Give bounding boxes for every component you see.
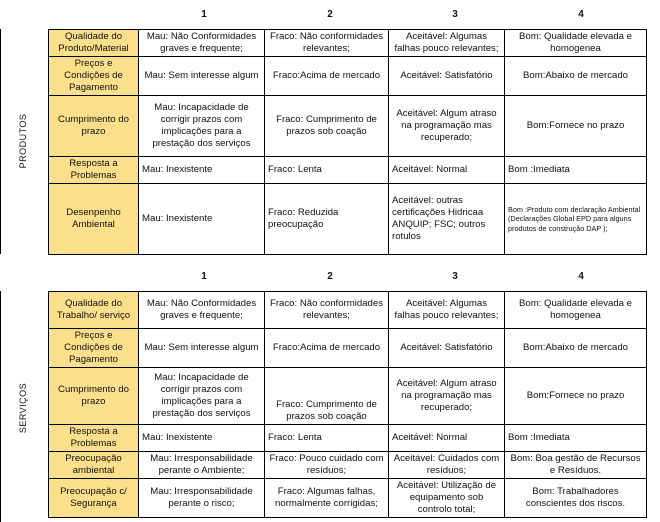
criterion-label: Qualidade do Trabalho/ serviço [49, 292, 139, 329]
criterion-label: Qualidade do Produto/Material [49, 30, 139, 57]
rating-cell-bom: Bom :Imediata [505, 425, 647, 452]
rating-cell-aceitavel: Aceitável: Satisfatório [389, 329, 505, 368]
criterion-label: Desenpenho Ambiental [49, 184, 139, 255]
rating-cell-fraco: Fraco: Não conformidades relevantes; [265, 292, 389, 329]
rating-cell-mau: Mau: Inexistente [139, 184, 265, 255]
rating-cell-aceitavel: Aceitável: Satisfatório [389, 57, 505, 96]
rating-cell-mau: Mau: Irresponsabilidade perante o Ambiente; [139, 452, 265, 479]
rating-cell-fraco: Fraco: Cumprimento de prazos sob coação [265, 96, 389, 157]
rating-cell-bom: Bom: Qualidade elevada e homogenea [505, 30, 647, 57]
table-row [49, 329, 647, 368]
criterion-label: Cumprimento do prazo [49, 368, 139, 425]
rating-cell-fraco: Fraco: Não conformidades relevantes; [265, 30, 389, 57]
rating-cell-aceitavel: Aceitável: Normal [389, 157, 505, 184]
rating-cell-mau: Mau: Não Conformidades graves e frequente; [139, 30, 265, 57]
rating-cell-bom: Bom: Qualidade elevada e homogenea [505, 292, 647, 329]
table-row [49, 368, 647, 425]
rating-cell-aceitavel: Aceitável: Normal [389, 425, 505, 452]
criterion-label: Cumprimento do prazo [49, 96, 139, 157]
rating-cell-mau: Mau: Irresponsabilidade perante o risco; [139, 479, 265, 518]
rating-cell-fraco: Fraco: Pouco cuidado com resíduos; [265, 452, 389, 479]
rating-cell-aceitavel: Aceitável: Cuidados com resíduos; [389, 452, 505, 479]
criterion-label: Preços e Condições de Pagamento [49, 57, 139, 96]
rating-cell-mau: Mau: Incapacidade de corrigir prazos com implicações para a prestação dos serviços [139, 96, 265, 157]
criterion-label: Preços e Condições de Pagamento [49, 329, 139, 368]
rating-cell-mau: Mau: Incapacidade de corrigir prazos com implicações para a prestação dos serviços [139, 368, 265, 425]
column-number-1: 1 [201, 9, 207, 20]
rating-cell-bom: Bom:Fornece no prazo [505, 96, 647, 157]
rating-cell-bom: Bom: Boa gestão de Recursos e Resíduos. [505, 452, 647, 479]
rating-cell-aceitavel: Aceitável: Utilização de equipamento sob controlo total; [389, 479, 505, 518]
table-row [49, 452, 647, 479]
rating-cell-bom: Bom:Abaixo de mercado [505, 329, 647, 368]
rating-cell-aceitavel: Aceitável: Algumas falhas pouco relevantes; [389, 30, 505, 57]
rating-cell-fraco: Fraco: Cumprimento de prazos sob coação [265, 368, 389, 425]
servicos-table [48, 291, 647, 518]
rating-cell-mau: Mau: Sem interesse algum [139, 57, 265, 96]
rating-cell-mau: Mau: Sem interesse algum [139, 329, 265, 368]
table-row [49, 184, 647, 255]
rating-cell-bom: Bom :Imediata [505, 157, 647, 184]
table-row [49, 425, 647, 452]
rating-cell-bom: Bom:Fornece no prazo [505, 368, 647, 425]
servicos-section-label: SERVIÇOS [18, 382, 28, 434]
rating-cell-fraco: Fraco: Lenta [265, 425, 389, 452]
produtos-section-label: PRODUTOS [18, 113, 28, 169]
rating-cell-fraco: Fraco:Acima de mercado [265, 329, 389, 368]
rating-cell-mau: Mau: Inexistente [139, 157, 265, 184]
produtos-table [48, 29, 647, 255]
column-number-3: 3 [452, 9, 458, 20]
rating-cell-aceitavel: Aceitável: outras certificações Hidricaa ANQUIP; FSC; outros rotulos [389, 184, 505, 255]
criterion-label: Resposta a Problemas [49, 425, 139, 452]
table-row [49, 292, 647, 329]
criterion-label: Preocupação ambiental [49, 452, 139, 479]
column-number-2: 2 [327, 9, 333, 20]
table-row [49, 57, 647, 96]
column-number-4: 4 [578, 271, 584, 282]
rating-cell-fraco: Fraco: Lenta [265, 157, 389, 184]
rating-cell-fraco: Fraco: Reduzida preocupação [265, 184, 389, 255]
column-number-3: 3 [452, 271, 458, 282]
column-number-1: 1 [201, 271, 207, 282]
rating-cell-bom: Bom:Abaixo de mercado [505, 57, 647, 96]
table-row [49, 96, 647, 157]
rating-cell-bom: Bom :Produto com declaração Ambiental (Declarações Global EPD para alguns produtos de construção DAP ); [505, 184, 647, 255]
rating-cell-bom: Bom: Trabalhadores conscientes dos riscos. [505, 479, 647, 518]
table-row [49, 479, 647, 518]
rating-cell-aceitavel: Aceitável: Algumas falhas pouco relevantes; [389, 292, 505, 329]
criterion-label: Preocupação c/ Segurança [49, 479, 139, 518]
table-row [49, 157, 647, 184]
rating-cell-mau: Mau: Inexistente [139, 425, 265, 452]
rating-cell-aceitavel: Aceitável: Algum atraso na programação mas recuperado; [389, 96, 505, 157]
column-number-2: 2 [327, 271, 333, 282]
column-number-4: 4 [578, 9, 584, 20]
rating-cell-fraco: Fraco: Algumas falhas, normalmente corrigidas; [265, 479, 389, 518]
rating-cell-aceitavel: Aceitável: Algum atraso na programação mas recuperado; [389, 368, 505, 425]
table-row [49, 30, 647, 57]
rating-cell-fraco: Fraco:Acima de mercado [265, 57, 389, 96]
rating-cell-mau: Mau: Não Conformidades graves e frequente; [139, 292, 265, 329]
criterion-label: Resposta a Problemas [49, 157, 139, 184]
